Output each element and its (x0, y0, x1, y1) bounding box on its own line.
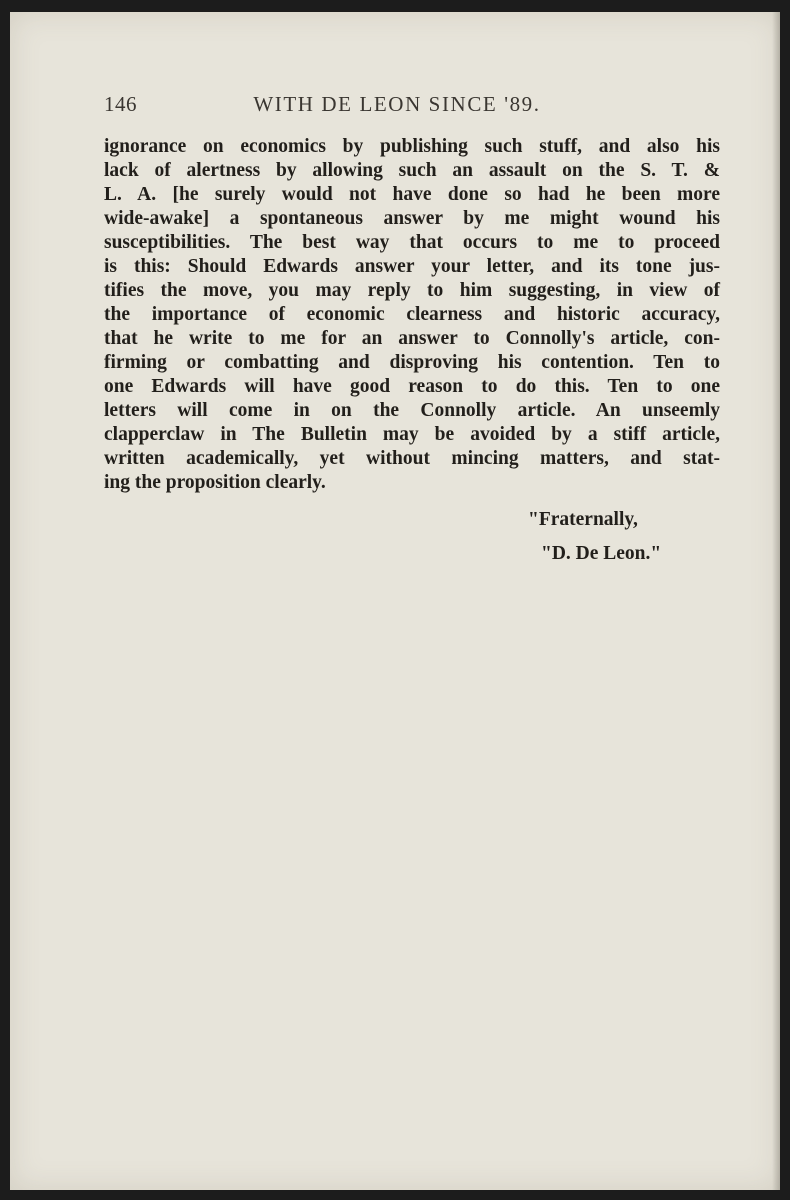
text-line: letters will come in on the Connolly article. An unseemly (104, 400, 720, 421)
text-line: lack of alertness by allowing such an assault on the S. T. & (104, 160, 720, 181)
closing-salutation: "Fraternally, (528, 509, 638, 530)
page-edge-shadow (772, 12, 780, 1190)
text-line: firming or combatting and disproving his contention. Ten to (104, 352, 720, 373)
text-line: is this: Should Edwards answer your letter, and its tone jus- (104, 256, 720, 277)
text-line: wide-awake] a spontaneous answer by me might wound his (104, 208, 720, 229)
body-paragraph (104, 135, 720, 495)
text-line: written academically, yet without mincing matters, and stat- (104, 448, 720, 469)
text-line: clapperclaw in The Bulletin may be avoided by a stiff article, (104, 424, 720, 445)
text-line: susceptibilities. The best way that occurs to me to proceed (104, 232, 720, 253)
text-line: ing the proposition clearly. (104, 472, 326, 493)
text-line: the importance of economic clearness and historic accuracy, (104, 304, 720, 325)
closing-signature: "D. De Leon." (541, 543, 662, 564)
text-line: that he write to me for an answer to Connolly's article, con- (104, 328, 720, 349)
text-line: tifies the move, you may reply to him suggesting, in view of (104, 280, 720, 301)
text-line: one Edwards will have good reason to do this. Ten to one (104, 376, 720, 397)
text-line: ignorance on economics by publishing such stuff, and also his (104, 136, 720, 157)
running-title: WITH DE LEON SINCE '89. (253, 92, 541, 116)
page-number: 146 (104, 92, 137, 116)
running-head (102, 92, 692, 122)
text-line: L. A. [he surely would not have done so had he been more (104, 184, 720, 205)
book-page (10, 12, 780, 1190)
